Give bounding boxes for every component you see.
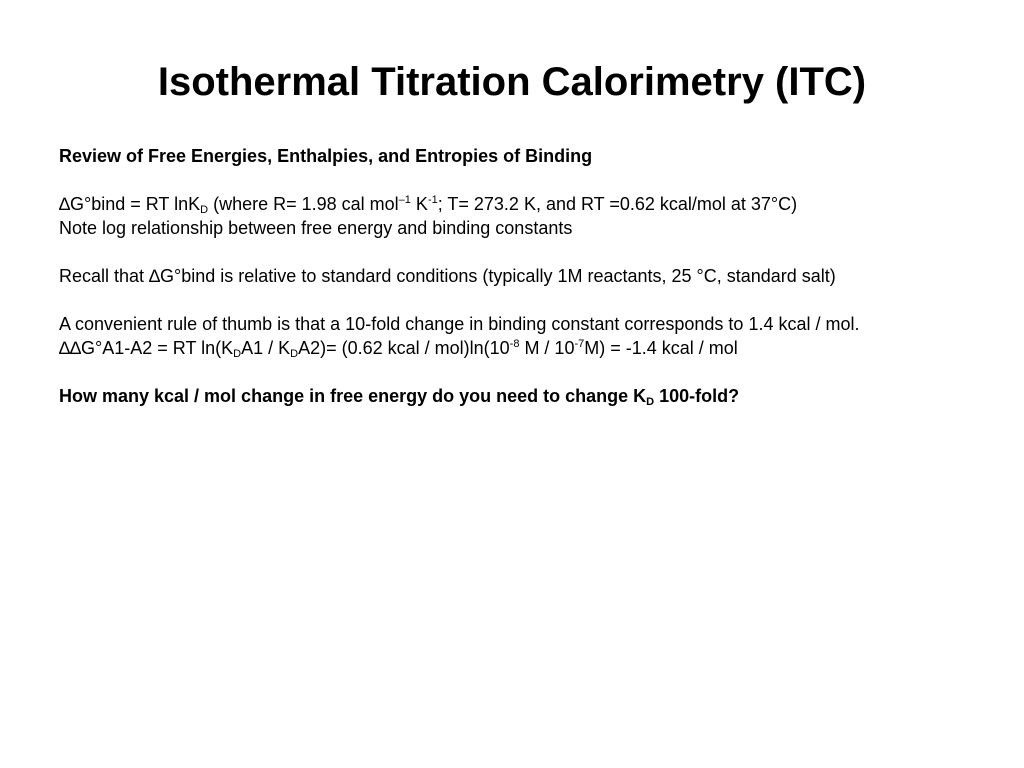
equation-text: K <box>410 194 428 214</box>
question-text: How many kcal / mol change in free energy do you need to change K <box>59 386 647 406</box>
spacer <box>59 168 999 192</box>
equation-text: (where R= 1.98 cal mol <box>208 194 399 214</box>
section-heading: Review of Free Energies, Enthalpies, and Entropies of Binding <box>59 146 593 166</box>
spacer <box>59 240 999 264</box>
subscript: D <box>233 348 242 360</box>
slide-title: Isothermal Titration Calorimetry (ITC) <box>157 60 867 104</box>
question-line <box>59 384 999 408</box>
superscript: -7 <box>574 338 585 350</box>
equation-text: M / 10 <box>519 338 575 358</box>
superscript: -1 <box>427 194 438 206</box>
equation-text: A2)= (0.62 kcal / mol)ln(10 <box>298 338 510 358</box>
equation-text: ; T= 273.2 K, and RT =0.62 kcal/mol at 37°C) <box>437 194 798 214</box>
equation-text: A1 / K <box>241 338 291 358</box>
delta-delta-g-equation <box>59 336 999 360</box>
spacer <box>59 360 999 384</box>
superscript: –1 <box>398 194 411 206</box>
equation-text: ∆∆G°A1-A2 = RT ln(K <box>59 338 234 358</box>
equation-text: ∆G°bind = RT lnK <box>59 194 201 214</box>
recall-line: Recall that ∆G°bind is relative to standard conditions (typically 1M reactants, 25 °C, standard salt) <box>59 266 836 286</box>
rule-of-thumb-line: A convenient rule of thumb is that a 10-fold change in binding constant corresponds to 1.4 kcal / mol. <box>59 314 860 334</box>
free-energy-equation <box>59 192 999 216</box>
superscript: -8 <box>509 338 520 350</box>
slide-body <box>59 144 999 408</box>
subscript: D <box>200 204 209 216</box>
equation-text: M) = -1.4 kcal / mol <box>584 338 738 358</box>
spacer <box>59 288 999 312</box>
question-text: 100-fold? <box>654 386 740 406</box>
note-line: Note log relationship between free energy and binding constants <box>59 218 573 238</box>
subscript: D <box>290 348 299 360</box>
subscript: D <box>646 396 655 408</box>
